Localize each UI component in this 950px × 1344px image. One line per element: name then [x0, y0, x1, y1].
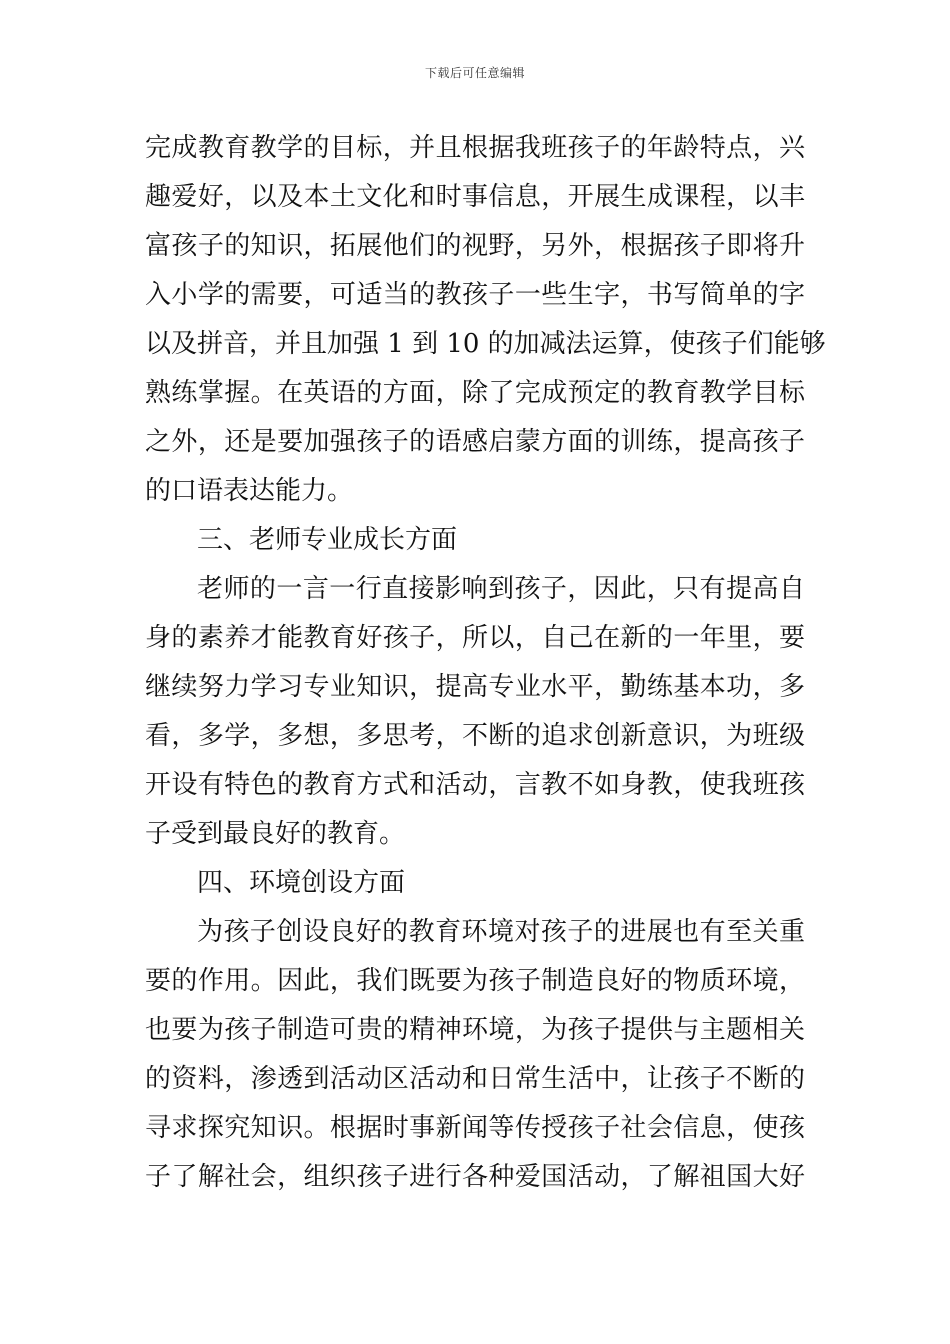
text-line: 看，多学，多想，多思考，不断的追求创新意识，为班级	[145, 721, 805, 751]
text-line: 熟练掌握。在英语的方面，除了完成预定的教育教学目标	[145, 378, 805, 408]
text-line: 为孩子创设良好的教育环境对孩子的进展也有至关重	[197, 917, 805, 947]
text-line: 富孩子的知识，拓展他们的视野，另外，根据孩子即将升	[145, 231, 805, 261]
text-line: 开设有特色的教育方式和活动，言教不如身教，使我班孩	[145, 770, 805, 800]
text-line: 的口语表达能力。	[145, 476, 354, 506]
text-line: 寻求探究知识。根据时事新闻等传授孩子社会信息，使孩	[145, 1113, 805, 1143]
text-line: 子了解社会，组织孩子进行各种爱国活动，了解祖国大好	[145, 1162, 805, 1192]
document-body	[145, 124, 826, 1202]
text-line: 子受到最良好的教育。	[145, 819, 406, 849]
section-heading-environment: 四、环境创设方面	[197, 868, 406, 898]
text-line: 完成教育教学的目标，并且根据我班孩子的年龄特点，兴	[145, 133, 805, 163]
text-line: 身的素养才能教育好孩子，所以，自己在新的一年里，要	[145, 623, 805, 653]
section-heading-teacher-growth: 三、老师专业成长方面	[197, 525, 458, 555]
page-header-note: 下载后可任意编辑	[424, 66, 525, 80]
text-line: 以及拼音，并且加强 1 到 10 的加减法运算，使孩子们能够	[145, 329, 826, 359]
text-line: 的资料，渗透到活动区活动和日常生活中，让孩子不断的	[145, 1064, 805, 1094]
text-line: 入小学的需要，可适当的教孩子一些生字，书写简单的字	[145, 280, 805, 310]
text-line: 也要为孩子制造可贵的精神环境，为孩子提供与主题相关	[145, 1015, 805, 1045]
text-line: 之外，还是要加强孩子的语感启蒙方面的训练，提高孩子	[145, 427, 805, 457]
text-line: 老师的一言一行直接影响到孩子，因此，只有提高自	[197, 574, 805, 604]
text-line: 继续努力学习专业知识，提高专业水平，勤练基本功，多	[145, 672, 805, 702]
text-line: 要的作用。因此，我们既要为孩子制造良好的物质环境，	[145, 966, 805, 996]
text-line: 趣爱好，以及本土文化和时事信息，开展生成课程，以丰	[145, 182, 805, 212]
